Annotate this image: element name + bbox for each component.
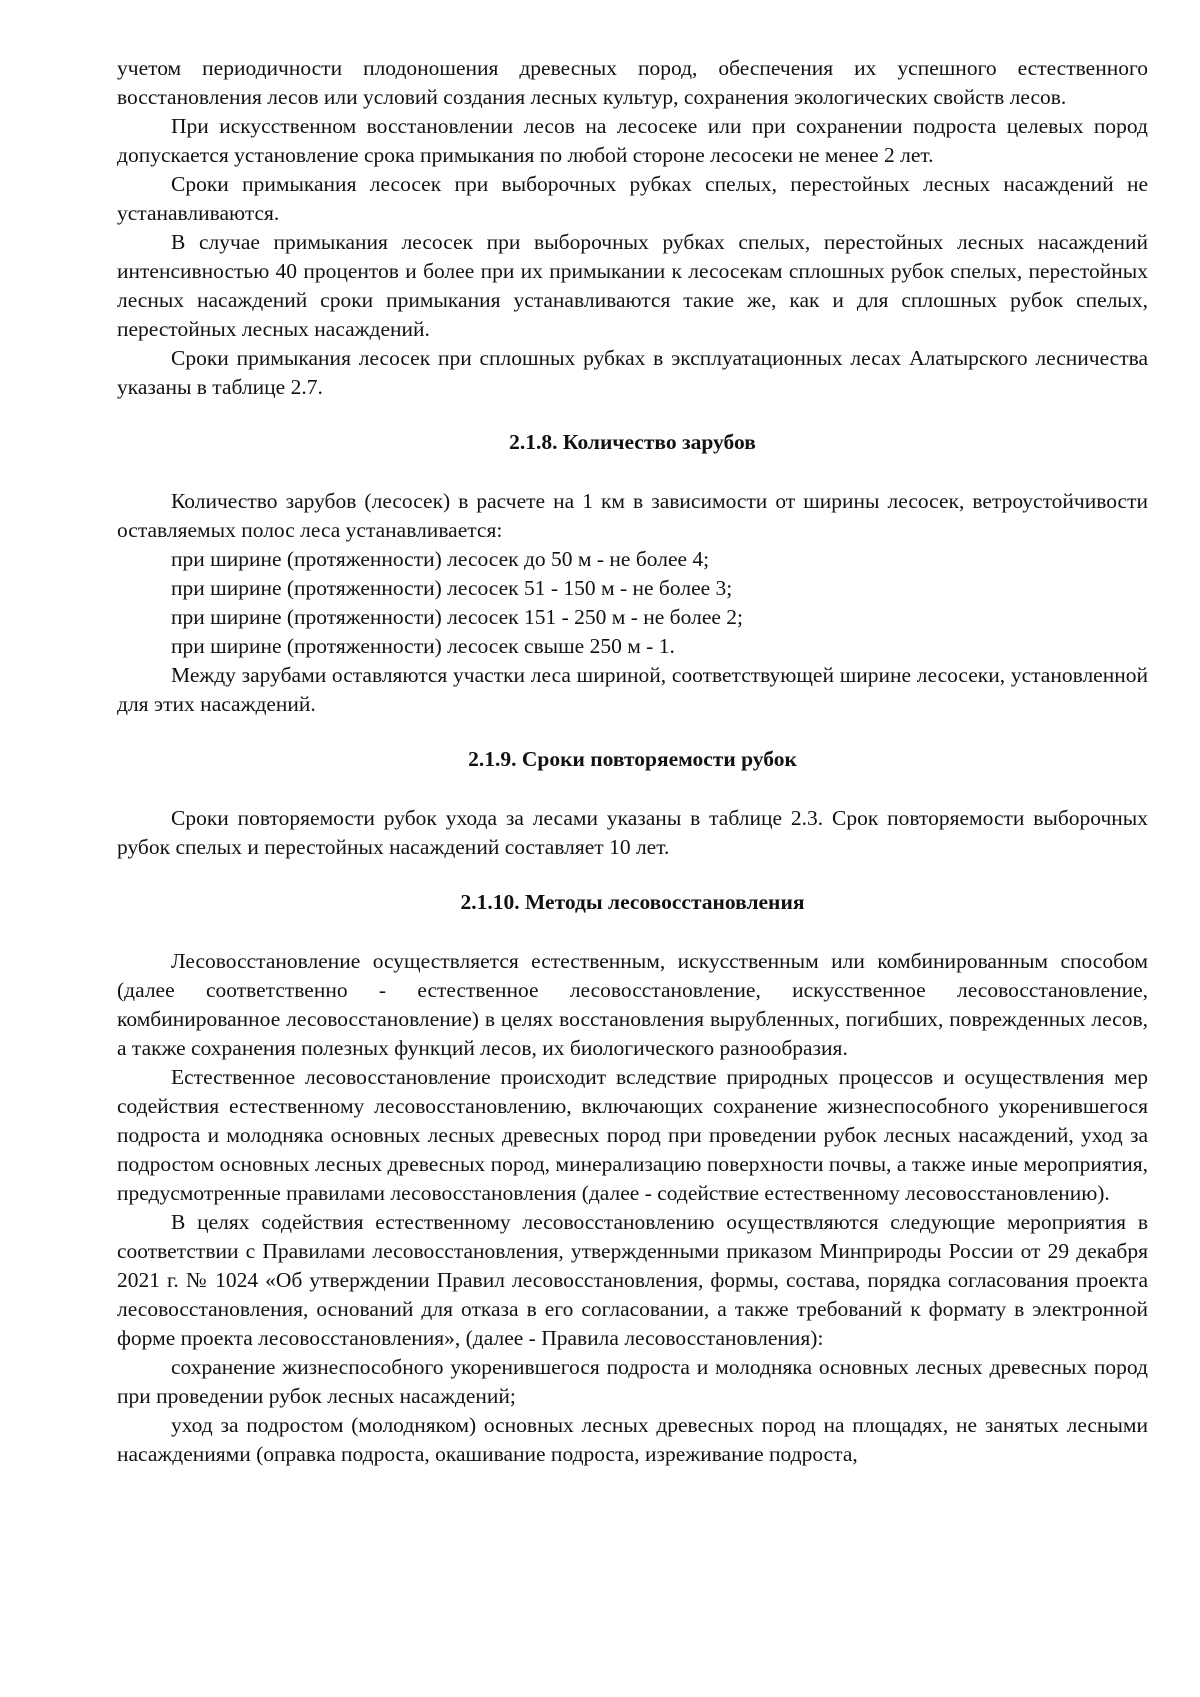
paragraph-218-2: Между зарубами оставляются участки леса шириной, соответствующей ширине лесосеки, установленной для этих насаждений.	[117, 663, 1148, 716]
paragraph-intro-5: Сроки примыкания лесосек при сплошных рубках в эксплуатационных лесах Алатырского лесничества указаны в таблице 2.7.	[117, 346, 1148, 399]
paragraph-intro-1: учетом периодичности плодоношения древесных пород, обеспечения их успешного естественного восстановления лесов или условий создания лесных культур, сохранения экологических свойств лесов.	[117, 56, 1148, 109]
paragraph-218-1: Количество зарубов (лесосек) в расчете на 1 км в зависимости от ширины лесосек, ветроустойчивости оставляемых полос леса устанавливается:	[117, 489, 1148, 542]
paragraph-intro-3: Сроки примыкания лесосек при выборочных рубках спелых, перестойных лесных насаждений не устанавливаются.	[117, 172, 1148, 225]
paragraph-intro-2: При искусственном восстановлении лесов на лесосеке или при сохранении подроста целевых пород допускается установление срока примыкания по любой стороне лесосеки не менее 2 лет.	[117, 114, 1148, 167]
paragraph-2110-3: В целях содействия естественному лесовосстановлению осуществляются следующие мероприятия в соответствии с Правилами лесовосстановления, утвержденными приказом Минприроды России от 29 декабря 2021 г. № 1024 «Об утверждении Правил лесовосстановления, формы, состава, порядка согласования проекта лесовосстановления, оснований для отказа в его согласовании, а также требований к формату в электронной форме проекта лесовосстановления», (далее - Правила лесовосстановления):	[117, 1210, 1148, 1350]
list-item-218-2: при ширине (протяженности) лесосек 51 - 150 м - не более 3;	[171, 576, 733, 600]
heading-2-1-9: 2.1.9. Сроки повторяемости рубок	[468, 747, 797, 771]
list-item-218-4: при ширине (протяженности) лесосек свыше 250 м - 1.	[171, 634, 675, 658]
paragraph-219-1: Сроки повторяемости рубок ухода за лесами указаны в таблице 2.3. Срок повторяемости выборочных рубок спелых и перестойных насаждений составляет 10 лет.	[117, 806, 1148, 859]
paragraph-intro-4: В случае примыкания лесосек при выборочных рубках спелых, перестойных лесных насаждений интенсивностью 40 процентов и более при их примыкании к лесосекам сплошных рубок спелых, перестойных лесных насаждений сроки примыкания устанавливаются такие же, как и для сплошных рубок спелых, перестойных лесных насаждений.	[117, 230, 1148, 341]
paragraph-2110-5: уход за подростом (молодняком) основных лесных древесных пород на площадях, не занятых лесными насаждениями (оправка подроста, окашивание подроста, изреживание подроста,	[117, 1413, 1148, 1466]
paragraph-2110-1: Лесовосстановление осуществляется естественным, искусственным или комбинированным способом (далее соответственно - естественное лесовосстановление, искусственное лесовосстановление, комбинированное лесовосстановление) в целях восстановления вырубленных, погибших, поврежденных лесов, а также сохранения полезных функций лесов, их биологического разнообразия.	[117, 949, 1148, 1060]
heading-2-1-8: 2.1.8. Количество зарубов	[509, 430, 756, 454]
paragraph-2110-4: сохранение жизнеспособного укоренившегося подроста и молодняка основных лесных древесных пород при проведении рубок лесных насаждений;	[117, 1355, 1148, 1408]
list-item-218-1: при ширине (протяженности) лесосек до 50 м - не более 4;	[171, 547, 710, 571]
heading-2-1-10: 2.1.10. Методы лесовосстановления	[460, 890, 805, 914]
paragraph-2110-2: Естественное лесовосстановление происходит вследствие природных процессов и осуществления мер содействия естественному лесовосстановлению, включающих сохранение жизнеспособного укоренившегося подроста и молодняка основных лесных древесных пород при проведении рубок лесных насаждений, уход за подростом основных лесных древесных пород, минерализацию поверхности почвы, а также иные мероприятия, предусмотренные правилами лесовосстановления (далее - содействие естественному лесовосстановлению).	[117, 1065, 1148, 1205]
list-item-218-3: при ширине (протяженности) лесосек 151 - 250 м - не более 2;	[171, 605, 743, 629]
